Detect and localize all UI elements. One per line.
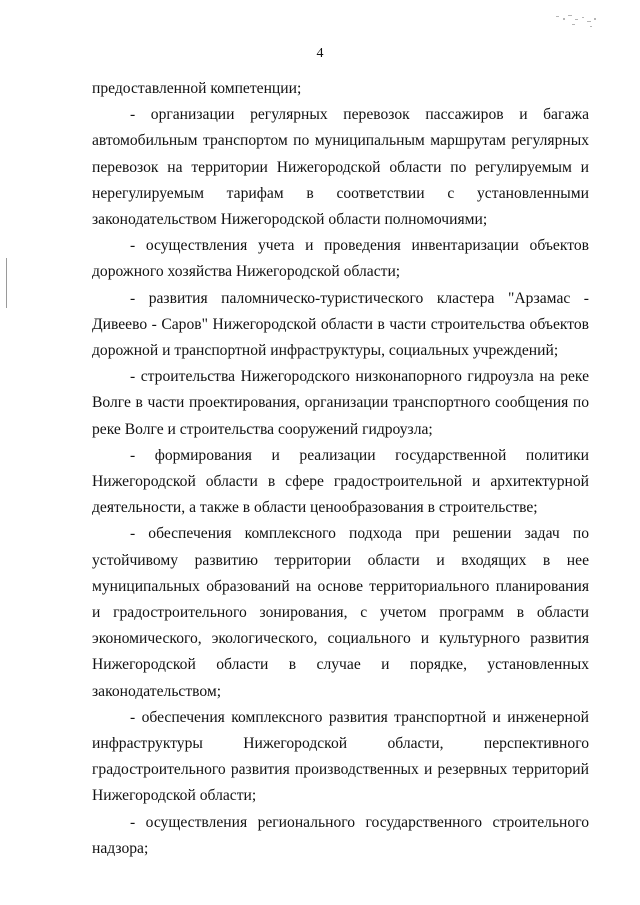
page-number: 4	[316, 46, 324, 61]
paragraph-road-inventory: - осуществления учета и проведения инвентаризации объектов дорожного хозяйства Нижегородской области;	[92, 237, 589, 281]
paragraph-construction-supervision: - осуществления регионального государственного строительного надзора;	[92, 813, 589, 857]
paragraph-pilgrimage-cluster: - развития паломническо-туристического кластера "Арзамас - Дивеево - Саров" Нижегородской области в части строительства объектов дорожной и транспортной инфраструктуры, социальных учреждений;	[92, 289, 589, 360]
scan-edge-mark	[6, 258, 7, 308]
paragraph-hydro-node: - строительства Нижегородского низконапорного гидроузла на реке Волге в части проектирования, организации транспортного сообщения по реке Волге и строительства сооружений гидроузла;	[92, 368, 589, 438]
document-body	[92, 76, 589, 862]
paragraph-continuation: предоставленной компетенции;	[92, 80, 302, 97]
paragraph-urban-policy: - формирования и реализации государственной политики Нижегородской области в сфере градостроительной и архитектурной деятельности, а также в области ценообразования в строительстве;	[92, 446, 589, 517]
paragraph-infrastructure-development: - обеспечения комплексного развития транспортной и инженерной инфраструктуры Нижегородской области, перспективного градостроительного развития производственных и резервных территорий Нижегородской области;	[92, 708, 589, 805]
scan-noise-mark	[554, 12, 600, 32]
paragraph-passenger-transport: - организации регулярных перевозок пассажиров и багажа автомобильным транспортом по муниципальным маршрутам регулярных перевозок на территории Нижегородской области по регулируемым и нерегулируемым тарифам в соответствии с установленными законодательством Нижегородской области полномочиями;	[92, 106, 589, 229]
paragraph-territorial-planning: - обеспечения комплексного подхода при решении задач по устойчивому развитию территории области и входящих в нее муниципальных образований на основе территориального планирования и градостроительного зонирования, с учетом программ в области экономического, экологического, социального и культурного развития Нижегородской области в случае и порядке, установленных законодательством;	[92, 525, 589, 700]
